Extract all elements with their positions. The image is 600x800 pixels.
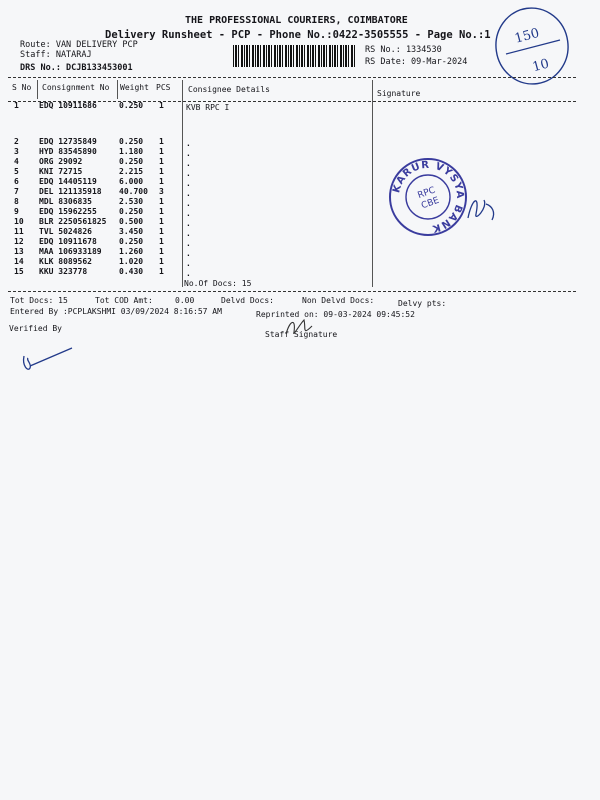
row-weight: 1.180 <box>119 147 144 156</box>
row-consignee: . <box>186 269 191 278</box>
handwritten-circle <box>490 2 576 88</box>
row-weight: 40.700 <box>119 187 148 196</box>
stamp-line2: CBE <box>420 195 441 212</box>
verified-by: Verified By <box>9 324 62 333</box>
no-of-docs: No.Of Docs: 15 <box>184 279 252 288</box>
row-consignee: . <box>186 199 191 208</box>
stamp-line1: RPC <box>416 185 437 202</box>
row-weight: 6.000 <box>119 177 144 186</box>
row-consignment: TVL 5024826 <box>39 227 92 236</box>
row-sno: 11 <box>14 227 24 236</box>
row-pcs: 1 <box>159 167 164 176</box>
row-pcs: 1 <box>159 177 164 186</box>
row-pcs: 1 <box>159 267 164 276</box>
tot-cod-label: Tot COD Amt: <box>95 296 153 305</box>
row-consignee: . <box>186 169 191 178</box>
row-weight: 2.215 <box>119 167 144 176</box>
row-sno: 2 <box>14 137 19 146</box>
row-pcs: 1 <box>159 247 164 256</box>
row-consignee: . <box>186 219 191 228</box>
reprinted-on: Reprinted on: 09-03-2024 09:45:52 <box>256 310 415 319</box>
row-consignee: . <box>186 249 191 258</box>
row-sno: 1 <box>14 101 19 110</box>
row-weight: 0.250 <box>119 237 144 246</box>
divider-bottom <box>8 291 576 292</box>
row-consignee: . <box>186 159 191 168</box>
bank-stamp <box>387 156 469 238</box>
row-consignee: KVB RPC I <box>186 103 230 112</box>
row-sno: 15 <box>14 267 24 276</box>
rs-date: RS Date: 09-Mar-2024 <box>365 57 468 67</box>
row-consignment: EDQ 12735849 <box>39 137 97 146</box>
stamp-signature <box>462 188 502 228</box>
vline-2 <box>117 80 118 99</box>
row-sno: 6 <box>14 177 19 186</box>
col-weight: Weight <box>120 83 149 92</box>
vline-consignee <box>182 80 183 287</box>
col-consignee: Consignee Details <box>188 85 270 94</box>
row-pcs: 1 <box>159 197 164 206</box>
row-pcs: 1 <box>159 137 164 146</box>
row-consignment: KNI 72715 <box>39 167 83 176</box>
row-consignment: EDQ 15962255 <box>39 207 97 216</box>
verified-signature <box>18 342 78 376</box>
col-sno: S No <box>12 83 32 92</box>
row-sno: 8 <box>14 197 19 206</box>
row-sno: 13 <box>14 247 24 256</box>
delvd-docs: Delvd Docs: <box>221 296 274 305</box>
tot-docs: Tot Docs: 15 <box>10 296 68 305</box>
row-consignment: MDL 8306835 <box>39 197 92 206</box>
handwritten-count-top: 150 <box>513 25 541 47</box>
row-consignment: HYD 83545890 <box>39 147 97 156</box>
row-pcs: 1 <box>159 227 164 236</box>
row-pcs: 1 <box>159 157 164 166</box>
row-pcs: 1 <box>159 257 164 266</box>
row-weight: 0.250 <box>119 207 144 216</box>
row-weight: 0.250 <box>119 137 144 146</box>
drs-number: DRS No.: DCJB133453001 <box>20 63 133 73</box>
row-sno: 7 <box>14 187 19 196</box>
row-weight: 0.500 <box>119 217 144 226</box>
row-consignment: DEL 121135918 <box>39 187 102 196</box>
vline-1 <box>37 80 38 99</box>
row-consignment: MAA 106933189 <box>39 247 102 256</box>
barcode <box>233 45 356 67</box>
row-consignment: EDQ 14405119 <box>39 177 97 186</box>
row-consignee: . <box>186 239 191 248</box>
company-name: THE PROFESSIONAL COURIERS, COIMBATORE <box>185 15 408 26</box>
row-pcs: 1 <box>159 101 164 110</box>
tot-cod-value: 0.00 <box>175 296 195 305</box>
row-weight: 1.020 <box>119 257 144 266</box>
row-sno: 4 <box>14 157 19 166</box>
staff-label: Staff: NATARAJ <box>20 50 92 60</box>
row-weight: 1.260 <box>119 247 144 256</box>
row-consignee: . <box>186 139 191 148</box>
row-pcs: 1 <box>159 237 164 246</box>
row-pcs: 1 <box>159 147 164 156</box>
divider-top <box>8 77 576 78</box>
row-sno: 10 <box>14 217 24 226</box>
row-weight: 2.530 <box>119 197 144 206</box>
entered-by: Entered By :PCPLAKSHMI 03/09/2024 8:16:57 AM <box>10 307 222 316</box>
row-sno: 14 <box>14 257 24 266</box>
row-pcs: 3 <box>159 187 164 196</box>
row-weight: 0.430 <box>119 267 144 276</box>
row-weight: 0.250 <box>119 101 144 110</box>
row-consignment: ORG 29092 <box>39 157 83 166</box>
row-weight: 0.250 <box>119 157 144 166</box>
row-consignment: KLK 8089562 <box>39 257 92 266</box>
row-consignee: . <box>186 189 191 198</box>
col-pcs: PCS <box>156 83 171 92</box>
stamp-outer-text: KARUR VYSYA BANK <box>391 159 466 234</box>
row-sno: 5 <box>14 167 19 176</box>
row-pcs: 1 <box>159 217 164 226</box>
row-consignee: . <box>186 149 191 158</box>
row-consignee: . <box>186 229 191 238</box>
staff-signature-mark <box>282 314 322 340</box>
row-consignee: . <box>186 259 191 268</box>
handwritten-count-bottom: 10 <box>530 56 551 76</box>
row-consignment: BLR 2250561825 <box>39 217 107 226</box>
col-signature: Signature <box>377 89 421 98</box>
rs-number: RS No.: 1334530 <box>365 45 442 55</box>
staff-signature-label: Staff Signature <box>265 330 338 339</box>
row-consignee: . <box>186 179 191 188</box>
row-pcs: 1 <box>159 207 164 216</box>
row-sno: 9 <box>14 207 19 216</box>
vline-signature <box>372 80 373 287</box>
delvy-pts: Delvy pts: <box>398 299 447 308</box>
row-consignee: . <box>186 209 191 218</box>
row-weight: 3.450 <box>119 227 144 236</box>
row-consignment: KKU 323778 <box>39 267 88 276</box>
col-consignment: Consignment No <box>42 83 110 92</box>
non-delvd-docs: Non Delvd Docs: <box>302 296 375 305</box>
row-consignment: EDQ 10911678 <box>39 237 97 246</box>
row-sno: 12 <box>14 237 24 246</box>
row-sno: 3 <box>14 147 19 156</box>
route-label: Route: VAN DELIVERY PCP <box>20 40 138 50</box>
row-consignment: EDQ 10911686 <box>39 101 97 110</box>
runsheet-title: Delivery Runsheet - PCP - Phone No.:0422-3505555 - Page No.:1 <box>105 29 491 41</box>
